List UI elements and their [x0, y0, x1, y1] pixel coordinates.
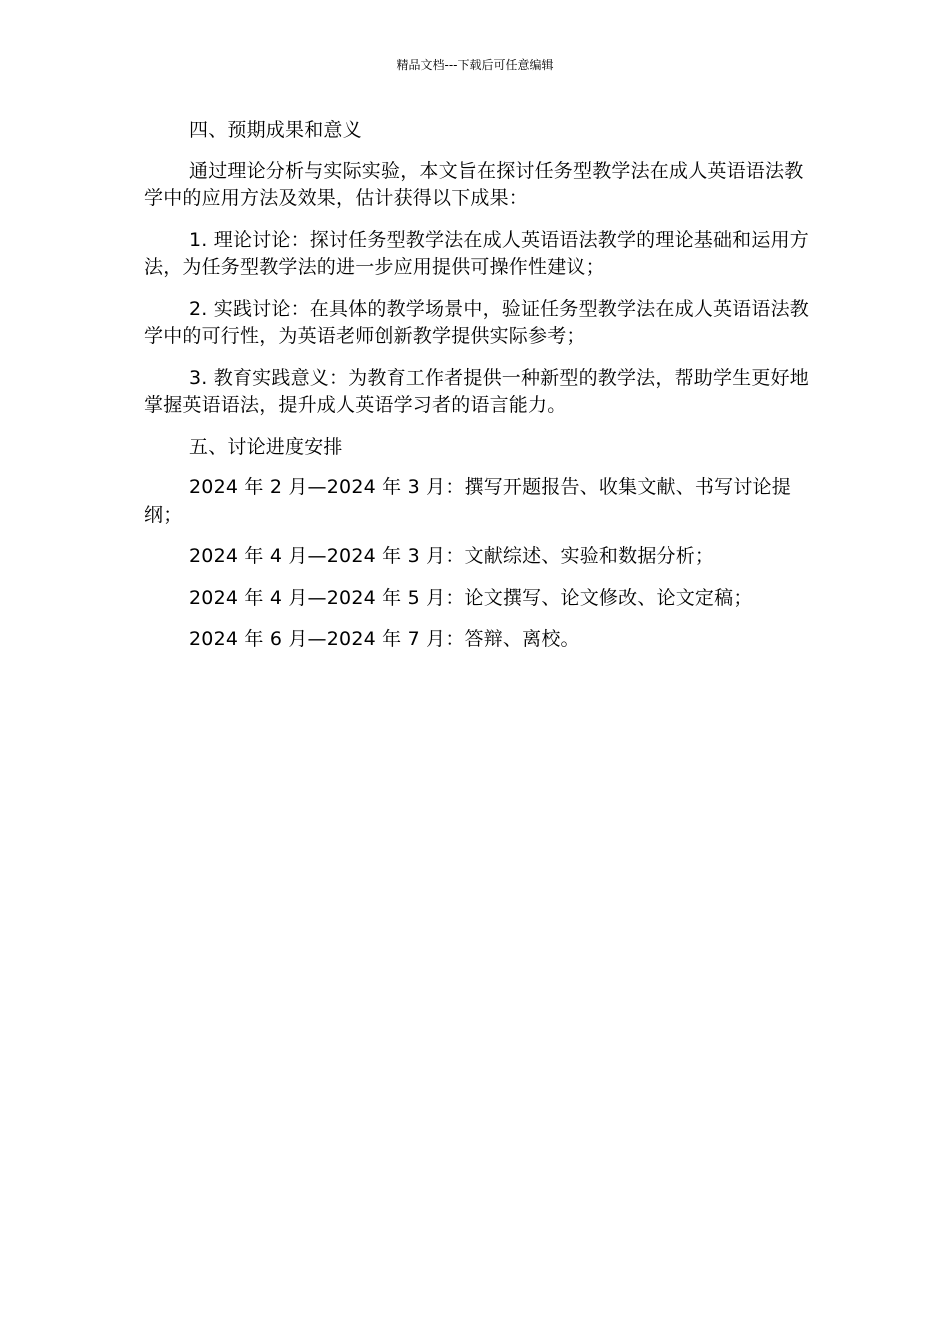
schedule-item: 2024 年 4 月—2024 年 5 月：论文撰写、论文修改、论文定稿； [189, 586, 753, 609]
list-item-theory: 1. 理论讨论：探讨任务型教学法在成人英语语法教学的理论基础和运用方法，为任务型教学法的进一步应用提供可操作性建议； [144, 228, 809, 278]
page-header: 精品文档---下载后可任意编辑 [396, 58, 554, 72]
section-heading-schedule: 五、讨论进度安排 [189, 435, 343, 458]
document-body [144, 117, 810, 668]
list-item-education: 3. 教育实践意义：为教育工作者提供一种新型的教学法，帮助学生更好地掌握英语语法，提升成人英语学习者的语言能力。 [144, 366, 809, 416]
schedule-item: 2024 年 4 月—2024 年 3 月：文献综述、实验和数据分析； [189, 545, 715, 567]
list-item-practice: 2. 实践讨论：在具体的教学场景中，验证任务型教学法在成人英语语法教学中的可行性，为英语老师创新教学提供实际参考； [144, 297, 809, 347]
schedule-item: 2024 年 6 月—2024 年 7 月：答辩、离校。 [189, 628, 580, 650]
section-heading-outcomes: 四、预期成果和意义 [189, 119, 362, 141]
paragraph-intro: 通过理论分析与实际实验，本文旨在探讨任务型教学法在成人英语语法教学中的应用方法及效果，估计获得以下成果： [144, 159, 804, 209]
schedule-item: 2024 年 2 月—2024 年 3 月：撰写开题报告、收集文献、书写讨论提纲； [144, 476, 791, 526]
